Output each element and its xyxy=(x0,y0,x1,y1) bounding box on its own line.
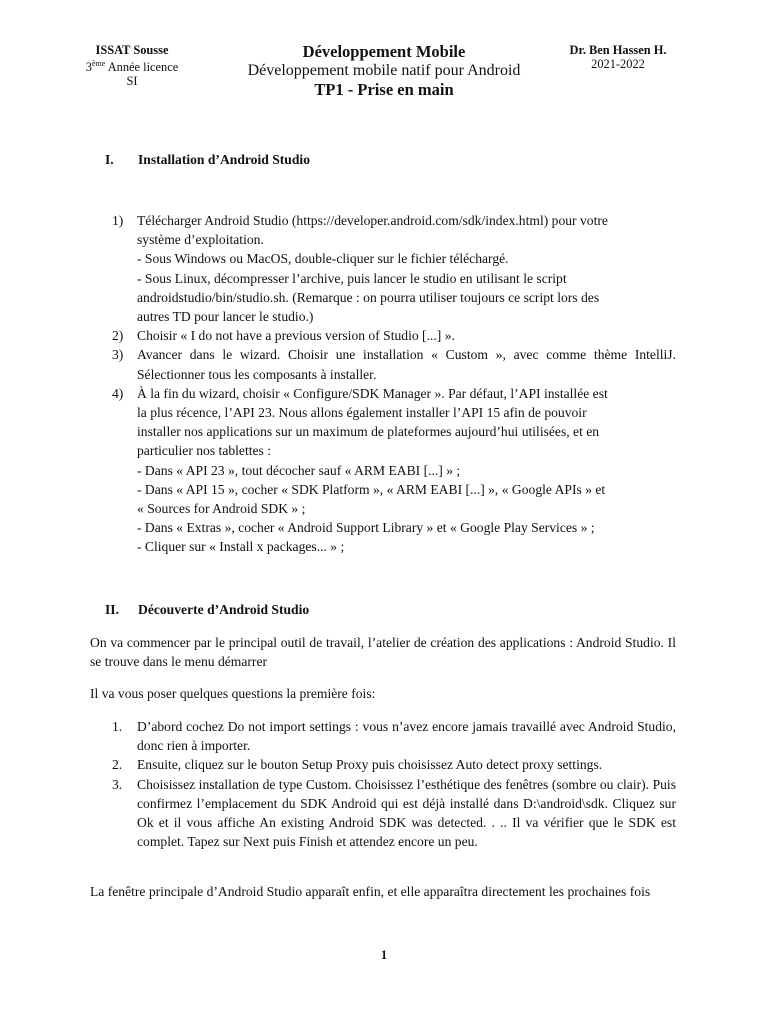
tp-title: TP1 - Prise en main xyxy=(314,80,454,99)
list-item-line: Télécharger Android Studio (https://developer.android.com/sdk/index.html) pour votre xyxy=(137,213,608,228)
header-left xyxy=(80,43,184,88)
list-item-line: - Dans « API 23 », tout décocher sauf « ARM EABI [...] » ; xyxy=(137,462,461,478)
list-item-number: 3) xyxy=(112,347,124,363)
list-item xyxy=(112,345,676,383)
academic-year: 2021-2022 xyxy=(591,57,645,71)
list-item xyxy=(112,326,676,345)
list-item-line: particulier nos tablettes : xyxy=(137,443,272,459)
section-2-intro: On va commencer par le principal outil de travail, l’atelier de création des applications : Android Studio. Il se trouve dans le menu démarrer xyxy=(90,635,676,670)
section-1-title: Installation d’Android Studio xyxy=(138,152,310,167)
header-right xyxy=(552,43,684,71)
list-item-text: D’abord cochez Do not import settings : vous n’avez encore jamais travaillé avec Android Studio, donc rien à importer. xyxy=(137,719,676,754)
list-item xyxy=(112,717,676,755)
list-item-text: Ensuite, cliquez sur le bouton Setup Proxy puis choisissez Auto detect proxy settings. xyxy=(137,757,603,773)
section-2-heading xyxy=(105,602,309,618)
class-level xyxy=(80,57,184,74)
list-item-line: - Cliquer sur « Install x packages... » ; xyxy=(137,539,345,555)
list-item-number: 1. xyxy=(112,719,123,734)
list-item-line: - Dans « API 15 », cocher « SDK Platform », « ARM EABI [...] », « Google APIs » et xyxy=(137,481,606,497)
section-1-heading xyxy=(105,152,310,168)
installation-steps xyxy=(112,211,676,557)
list-item-number: 3. xyxy=(112,776,123,792)
list-item-line: À la fin du wizard, choisir « Configure/SDK Manager ». Par défaut, l’API installée est xyxy=(137,385,608,401)
list-item-line: - Sous Linux, décompresser l’archive, puis lancer le studio en utilisant le script xyxy=(137,270,567,286)
author-name: Dr. Ben Hassen H. xyxy=(569,43,667,57)
list-item-line: installer nos applications sur un maximum de plateformes aujourd’hui utilisées, et en xyxy=(137,424,600,440)
document-title: Développement Mobile xyxy=(302,42,466,61)
list-item-number: 4) xyxy=(112,385,124,401)
list-item-line: « Sources for Android SDK » ; xyxy=(137,501,306,517)
list-item-line: - Dans « Extras », cocher « Android Support Library » et « Google Play Services » ; xyxy=(137,520,595,536)
list-item-line: autres TD pour lancer le studio.) xyxy=(137,309,314,325)
level-superscript: ème xyxy=(91,59,106,68)
program-name: SI xyxy=(126,74,138,89)
list-item-text: Choisissez installation de type Custom. Choisissez l’esthétique des fenêtres (sombre ou clair). Puis confirmez l’emplacement du SDK Android qui est déjà installé dans D:\android\sdk. Cliquez sur Ok et il vous affiche An existing Android SDK was detected. . .. Il va vérifier que le SDK est complet. Tapez sur Next puis Finish et attendez encore un peu. xyxy=(137,776,676,850)
list-item-number: 1) xyxy=(112,213,124,228)
list-item xyxy=(112,755,676,774)
level-label: Année licence xyxy=(105,60,179,75)
list-item-line: la plus récence, l’API 23. Nous allons également installer l’API 15 afin de pouvoir xyxy=(137,405,587,421)
list-item-number: 2) xyxy=(112,328,124,344)
level-number: 3 xyxy=(85,60,92,75)
list-item-line: androidstudio/bin/studio.sh. (Remarque : on pourra utiliser toujours ce script lors des xyxy=(137,289,600,305)
page-number: 1 xyxy=(380,948,388,962)
list-item xyxy=(112,211,676,326)
list-item xyxy=(112,384,676,557)
list-item-text: Avancer dans le wizard. Choisir une installation « Custom », avec comme thème IntelliJ. Sélectionner tous les composants à installer. xyxy=(137,347,676,382)
list-item-line: système d’exploitation. xyxy=(137,232,264,248)
header-center xyxy=(220,42,548,99)
closing-paragraph: La fenêtre principale d’Android Studio apparaît enfin, et elle apparaîtra directement les prochaines fois xyxy=(90,884,651,899)
section-2-number: II. xyxy=(105,602,119,617)
setup-steps xyxy=(112,717,676,851)
list-item xyxy=(112,775,676,852)
document-subtitle: Développement mobile natif pour Android xyxy=(247,62,521,79)
list-item-line: - Sous Windows ou MacOS, double-cliquer sur le fichier téléchargé. xyxy=(137,251,509,267)
institution-name: ISSAT Sousse xyxy=(95,43,169,57)
list-item-number: 2. xyxy=(112,757,123,773)
list-item-line: Choisir « I do not have a previous version of Studio [...] ». xyxy=(137,328,455,344)
section-2-title: Découverte d’Android Studio xyxy=(138,602,310,617)
section-2-intro-questions: Il va vous poser quelques questions la première fois: xyxy=(90,686,376,701)
section-1-number: I. xyxy=(105,152,114,167)
